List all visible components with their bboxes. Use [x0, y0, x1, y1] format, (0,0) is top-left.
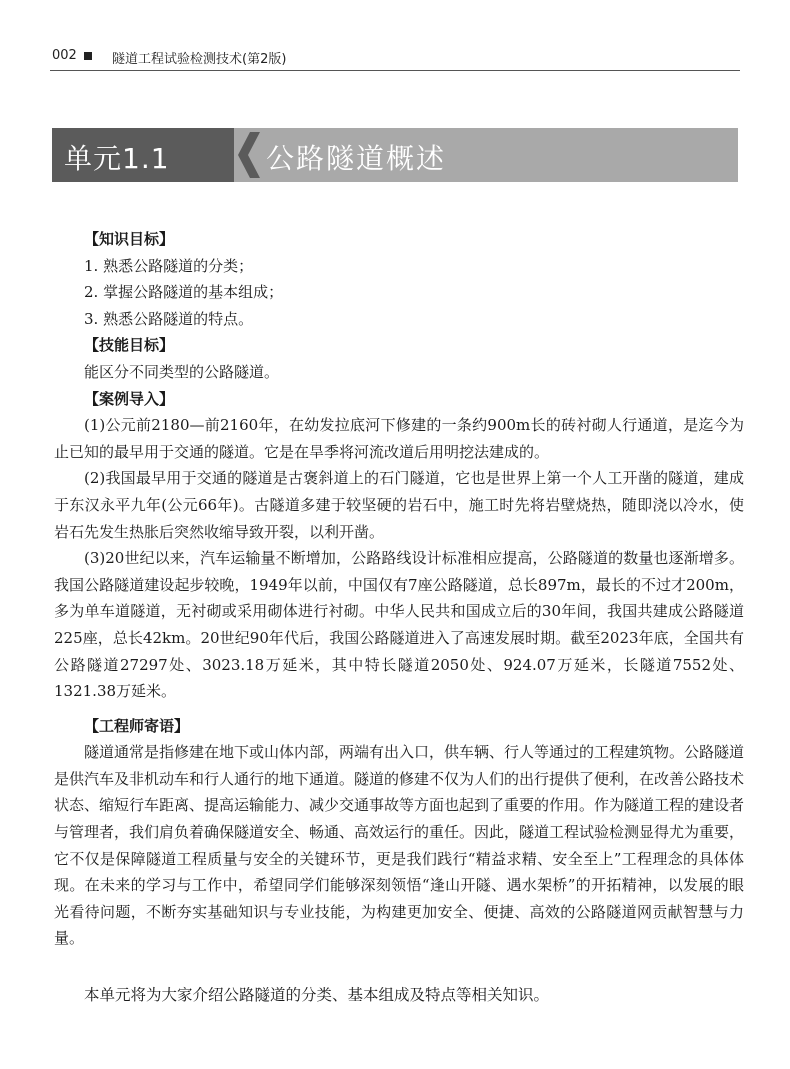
unit-banner: [52, 128, 738, 182]
case-paragraph: (2)我国最早用于交通的隧道是古褒斜道上的石门隧道，它也是世界上第一个人工开凿的隧道，建成于东汉永平九年(公元66年)。古隧道多建于较坚硬的岩石中，施工时先将岩壁烧热，随即浇以冷水，使岩石先发生热胀后突然收缩导致开裂，以利开凿。: [54, 469, 744, 541]
header-square-icon: [84, 52, 92, 60]
knowledge-heading: 【知识目标】: [84, 230, 175, 248]
skill-text: 能区分不同类型的公路隧道。: [84, 362, 280, 381]
case-paragraph: (3)20世纪以来，汽车运输量不断增加，公路路线设计标准相应提高，公路隧道的数量也逐渐增多。我国公路隧道建设起步较晚，1949年以前，中国仅有7座公路隧道，总长897m，最长的不过才200m，多为单车道隧道，无衬砌或采用砌体进行衬砌。中华人民共和国成立后的30年间，我国共建成公路隧道225座，总长42km。20世纪90年代后，我国公路隧道进入了高速发展时期。截至2023年底，全国共有公路隧道27297处、3023.18万延米，其中特长隧道2050处、924.07万延米，长隧道7552处、1321.38万延米。: [54, 549, 744, 701]
case-paragraph: (1)公元前2180—前2160年，在幼发拉底河下修建的一条约900m长的砖衬砌人行通道，是迄今为止已知的最早用于交通的隧道。它是在旱季将河流改道后用明挖法建成的。: [54, 416, 744, 461]
unit-title: 公路隧道概述: [266, 142, 447, 175]
knowledge-item: 2. 掌握公路隧道的基本组成；: [84, 283, 284, 302]
skill-heading: 【技能目标】: [84, 336, 175, 355]
unit-number: 单元1.1: [64, 142, 170, 175]
page-body: [54, 226, 744, 1009]
closing-text: 本单元将为大家介绍公路隧道的分类、基本组成及特点等相关知识。: [84, 986, 550, 1005]
knowledge-item: 1. 熟悉公路隧道的分类；: [84, 256, 254, 275]
engineer-paragraph: 隧道通常是指修建在地下或山体内部，两端有出入口，供车辆、行人等通过的工程建筑物。公路隧道是供汽车及非机动车和行人通行的地下通道。隧道的修建不仅为人们的出行提供了便利，在改善公路技术状态、缩短行车距离、提高运输能力、减少交通事故等方面也起到了重要的作用。作为隧道工程的建设者与管理者，我们肩负着确保隧道安全、畅通、高效运行的重任。因此，隧道工程试验检测显得尤为重要，它不仅是保障隧道工程质量与安全的关键环节，更是我们践行“精益求精、安全至上”工程理念的具体体现。在未来的学习与工作中，希望同学们能够深刻领悟“逢山开隧、遇水架桥”的开拓精神，以发展的眼光看待问题，不断夯实基础知识与专业技能，为构建更加安全、便捷、高效的公路隧道网贡献智慧与力量。: [54, 743, 745, 948]
case-heading: 【案例导入】: [84, 389, 175, 408]
chevron-icon: [238, 132, 260, 178]
page-number: 002: [52, 48, 77, 63]
knowledge-item: 3. 熟悉公路隧道的特点。: [84, 309, 254, 328]
engineer-heading: 【工程师寄语】: [84, 716, 190, 735]
header-rule: [50, 70, 740, 71]
book-title: 隧道工程试验检测技术(第2版): [112, 52, 287, 67]
running-header: [50, 44, 740, 70]
